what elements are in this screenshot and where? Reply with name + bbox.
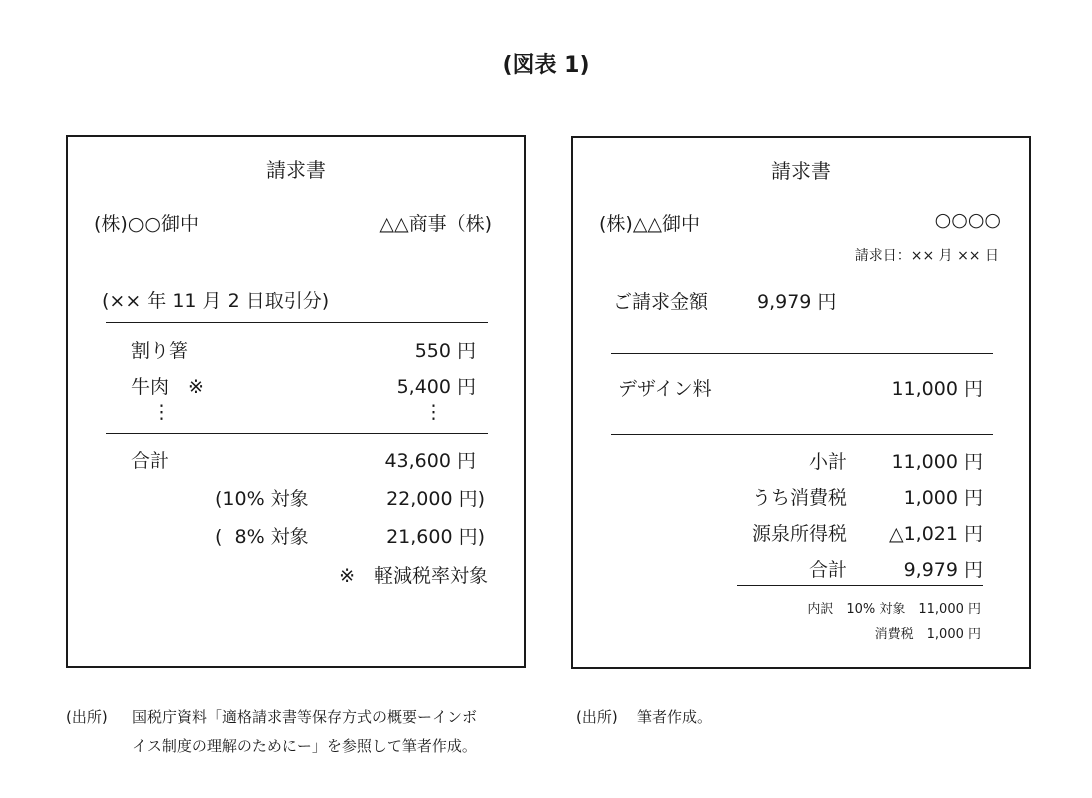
divider (106, 433, 488, 434)
withholding-tax-label: 源泉所得税 (751, 523, 847, 545)
item-amount: 550 円 (414, 340, 476, 362)
reduced-rate-note: ※ 軽減税率対象 (339, 565, 488, 587)
breakdown-label: ( 8% 対象 (215, 526, 309, 548)
transaction-period: (×× 年 11 月 2 日取引分) (102, 290, 330, 312)
invoice-date: 請求日：×× 月 ×× 日 (854, 248, 999, 264)
billing-label: ご請求金額 (613, 291, 709, 313)
breakdown-amount: 22,000 円) (386, 488, 485, 510)
invoice-left (66, 135, 526, 668)
breakdown-line: 消費税 1,000 円 (874, 627, 981, 642)
divider (611, 353, 993, 354)
ellipsis: ⋮ (152, 401, 171, 423)
breakdown-label: (10% 対象 (215, 488, 309, 510)
total-label: 合計 (808, 559, 847, 581)
divider (106, 322, 488, 323)
item-name: 牛肉 ※ (131, 376, 204, 398)
source-label: (出所) (66, 708, 108, 726)
recipient: (株)△△御中 (599, 213, 701, 235)
consumption-tax-label: うち消費税 (751, 487, 847, 509)
total-amount: 9,979 円 (903, 559, 983, 581)
item-amount: 11,000 円 (891, 378, 983, 400)
subtotal-amount: 11,000 円 (891, 451, 983, 473)
source-text: 筆者作成。 (637, 708, 713, 726)
figure-title: (図表 1) (502, 53, 590, 78)
item-name: デザイン料 (618, 378, 712, 400)
invoice-title: 請求書 (266, 158, 326, 182)
billing-amount: 9,979 円 (757, 291, 837, 313)
total-amount: 43,600 円 (384, 450, 476, 472)
divider (737, 585, 983, 586)
recipient: (株)○○御中 (94, 213, 199, 235)
item-amount: 5,400 円 (396, 376, 476, 398)
issuer: △△商事（株) (379, 213, 492, 235)
item-name: 割り箸 (131, 340, 189, 362)
consumption-tax-amount: 1,000 円 (903, 487, 983, 509)
withholding-tax-amount: △1,021 円 (888, 523, 983, 545)
source-text-line: イス制度の理解のためにー」を参照して筆者作成。 (132, 737, 477, 755)
ellipsis: ⋮ (424, 401, 443, 423)
source-text-line: 国税庁資料「適格請求書等保存方式の概要ーインボ (132, 708, 478, 726)
invoice-right (571, 136, 1031, 669)
breakdown-amount: 21,600 円) (386, 526, 485, 548)
total-label: 合計 (131, 450, 170, 472)
breakdown-line: 内訳 10% 対象 11,000 円 (807, 602, 981, 617)
issuer: ○○○○ (934, 209, 1001, 231)
source-label: (出所) (576, 708, 618, 726)
divider (611, 434, 993, 435)
invoice-title: 請求書 (771, 159, 831, 183)
subtotal-label: 小計 (808, 451, 847, 473)
